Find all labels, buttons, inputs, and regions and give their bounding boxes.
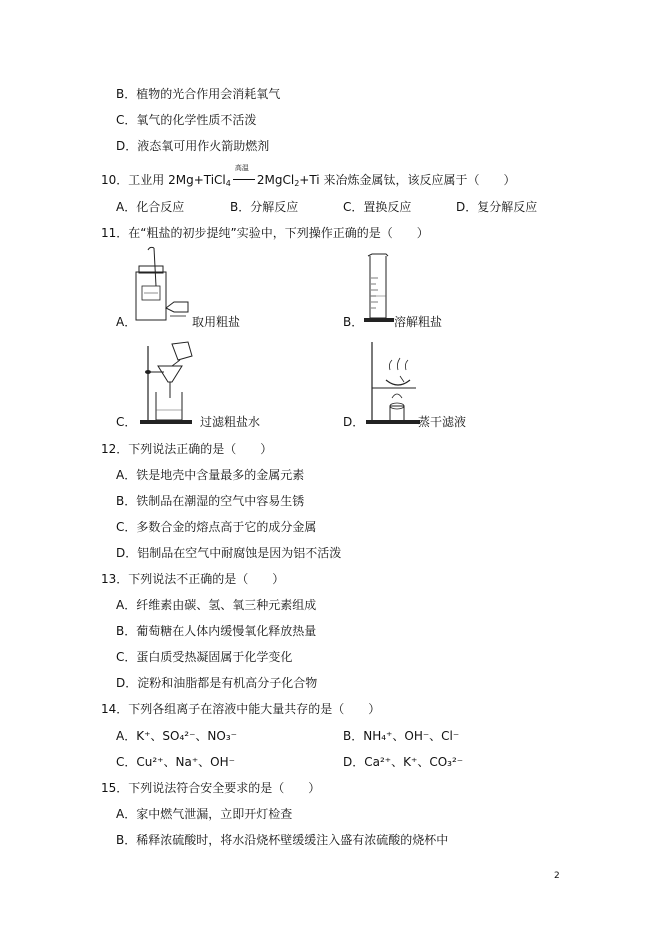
q10-condition: 高温 — [234, 164, 249, 172]
evaporation-figure — [364, 340, 424, 426]
q15-option-a: A．家中燃气泄漏，立即开灯检查 — [116, 807, 293, 821]
q10-option-c: C．置换反应 — [343, 200, 412, 214]
q13-option-a: A．纤维素由碳、氢、氧三种元素组成 — [116, 598, 317, 612]
filtration-figure — [136, 340, 196, 426]
q10-subscript-2: 2 — [294, 179, 300, 188]
q11-caption-a: 取用粗盐 — [192, 315, 241, 329]
q14-option-d: D．Ca²⁺、K⁺、CO₃²⁻ — [343, 755, 464, 769]
q10-subscript-4: 4 — [225, 179, 231, 188]
q12-option-b: B．铁制品在潮湿的空气中容易生锈 — [116, 494, 305, 508]
q10-number: 10． — [101, 173, 129, 187]
q11-label-c: C． — [116, 415, 137, 429]
q9-option-b: B．植物的光合作用会消耗氧气 — [116, 87, 281, 101]
q14-stem: 14．下列各组离子在溶液中能大量共存的是（ ） — [101, 702, 381, 716]
q12-option-a: A．铁是地壳中含量最多的金属元素 — [116, 468, 305, 482]
q13-stem: 13．下列说法不正确的是（ ） — [101, 572, 285, 586]
q15-stem: 15．下列说法符合安全要求的是（ ） — [101, 781, 321, 795]
q14-option-a: A．K⁺、SO₄²⁻、NO₃⁻ — [116, 729, 237, 743]
q10-option-a: A．化合反应 — [116, 200, 185, 214]
q13-option-d: D．淀粉和油脂都是有机高分子化合物 — [116, 676, 318, 690]
q10-equation-right: +Ti 来冶炼金属钛，该反应属于（ ） — [299, 173, 516, 187]
q11-stem: 11．在“粗盐的初步提纯”实验中，下列操作正确的是（ ） — [101, 226, 429, 240]
q9-option-d: D．液态氧可用作火箭助燃剂 — [116, 139, 270, 153]
q11-caption-b: 溶解粗盐 — [394, 315, 443, 329]
q11-label-a: A． — [116, 315, 137, 329]
q12-option-c: C．多数合金的熔点高于它的成分金属 — [116, 520, 317, 534]
graduated-cylinder-figure — [362, 252, 396, 326]
q10-option-d: D．复分解反应 — [456, 200, 538, 214]
q12-option-d: D．铝制品在空气中耐腐蚀是因为铝不活泼 — [116, 546, 342, 560]
q10-reaction-arrow — [231, 164, 257, 188]
q14-option-b: B．NH₄⁺、OH⁻、Cl⁻ — [343, 729, 460, 743]
q13-option-c: C．蛋白质受热凝固属于化学变化 — [116, 650, 293, 664]
q11-label-b: B． — [343, 315, 364, 329]
q10-option-b: B．分解反应 — [230, 200, 299, 214]
q14-option-c: C．Cu²⁺、Na⁺、OH⁻ — [116, 755, 235, 769]
q10-equation-mid: 2MgCl — [256, 173, 295, 187]
page-number: 2 — [554, 871, 560, 881]
q13-option-b: B．葡萄糖在人体内缓慢氧化释放热量 — [116, 624, 317, 638]
q11-label-d: D． — [343, 415, 365, 429]
q11-caption-d: 蒸干滤液 — [418, 415, 467, 429]
salt-jar-figure — [130, 246, 190, 324]
q12-stem: 12．下列说法正确的是（ ） — [101, 442, 273, 456]
q10-stem — [101, 164, 516, 192]
q10-equation-left: 工业用 2Mg+TiCl — [128, 173, 226, 187]
q9-option-c: C．氧气的化学性质不活泼 — [116, 113, 257, 127]
q15-option-b: B．稀释浓硫酸时，将水沿烧杯壁缓缓注入盛有浓硫酸的烧杯中 — [116, 833, 449, 847]
q11-caption-c: 过滤粗盐水 — [200, 415, 261, 429]
